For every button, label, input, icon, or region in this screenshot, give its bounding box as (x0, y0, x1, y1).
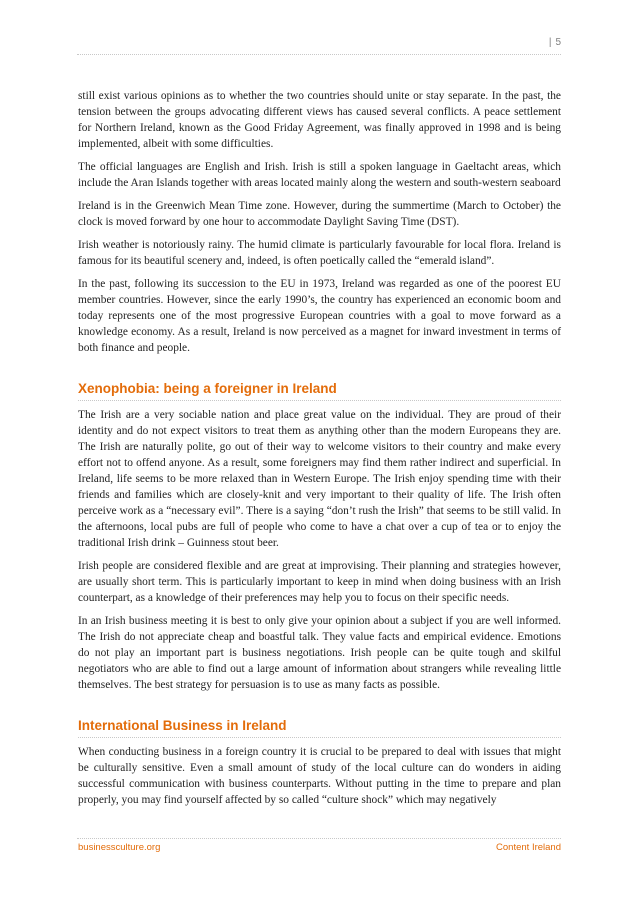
intro-paragraph-4: Irish weather is notoriously rainy. The humid climate is particularly favourable for local flora. Ireland is famous for its beautiful scenery and, indeed, is often poetically called the “emerald island”. (78, 239, 561, 267)
international-business-section (78, 718, 561, 808)
header-divider (77, 54, 561, 55)
xenophobia-paragraph-2: Irish people are considered flexible and are great at improvising. Their planning and strategies however, are usually short term. This is particularly important to keep in mind when doing business with an Irish counterpart, as a knowledge of their preferences may help you to focus on their specific needs. (78, 560, 561, 604)
xenophobia-section (78, 381, 561, 693)
footer-website: businessculture.org (78, 842, 161, 853)
page-header (549, 37, 561, 48)
international-business-heading: International Business in Ireland (78, 718, 561, 738)
page-number: 5 (555, 37, 561, 48)
footer-section-label: Content Ireland (496, 842, 561, 853)
document-body (78, 88, 561, 815)
intro-paragraph-1: still exist various opinions as to whether the two countries should unite or stay separate. In the past, the tension between the groups advocating different views has caused several conflicts. A peace settlement for Northern Ireland, known as the Good Friday Agreement, was finally approved in 1998 and is being implemented, albeit with some difficulties. (78, 90, 561, 150)
international-business-paragraph-1: When conducting business in a foreign country it is crucial to be prepared to deal with issues that might be culturally sensitive. Even a small amount of study of the local culture can do wonders in aiding successful communication with business counterparts. Without putting in the time to prepare and plan properly, you may find yourself affected by so called “culture shock” which may negatively (78, 746, 561, 806)
xenophobia-heading: Xenophobia: being a foreigner in Ireland (78, 381, 561, 401)
intro-paragraph-3: Ireland is in the Greenwich Mean Time zone. However, during the summertime (March to October) the clock is moved forward by one hour to accommodate Daylight Saving Time (DST). (78, 200, 561, 228)
xenophobia-paragraph-3: In an Irish business meeting it is best to only give your opinion about a subject if you are well informed. The Irish do not appreciate cheap and boastful talk. They value facts and empirical evidence. Emotions do not play an important part is business negotiations. Irish people can be quite tough and skilful negotiators who are able to find out a large amount of information about strangers while revealing little themselves. The best strategy for persuasion is to use as many facts as possible. (78, 615, 561, 691)
page-number-separator: | (548, 37, 552, 48)
xenophobia-paragraph-1: The Irish are a very sociable nation and place great value on the individual. They are proud of their identity and do not expect visitors to treat them as anything other than the modern Europeans they are. The Irish are naturally polite, go out of their way to welcome visitors to their country and make every effort not to offend anyone. As a result, some foreigners may find them rather indirect and superficial. In Ireland, life seems to be more relaxed than in Western Europe. The Irish enjoy spending time with their friends and families which are closely-knit and very important to their quality of life. The Irish often perceive work as a “necessary evil”. There is a saying “don’t rush the Irish” that seems to be still valid. In the afternoons, local pubs are full of people who come to have a chat over a cup of tea or to enjoy the traditional Irish drink – Guinness stout beer. (78, 409, 561, 549)
intro-section (78, 88, 561, 356)
intro-paragraph-5: In the past, following its succession to the EU in 1973, Ireland was regarded as one of the poorest EU member countries. However, since the early 1990’s, the country has experienced an economic boom and today represents one of the most progressive European countries with a goal to move forward as a knowledge economy. As a result, Ireland is now perceived as a magnet for inward investment in terms of both finance and people. (78, 278, 561, 354)
footer-divider (77, 838, 561, 839)
intro-paragraph-2: The official languages are English and Irish. Irish is still a spoken language in Gaeltacht areas, which include the Aran Islands together with areas located mainly along the western and south-western seaboard (78, 161, 561, 189)
